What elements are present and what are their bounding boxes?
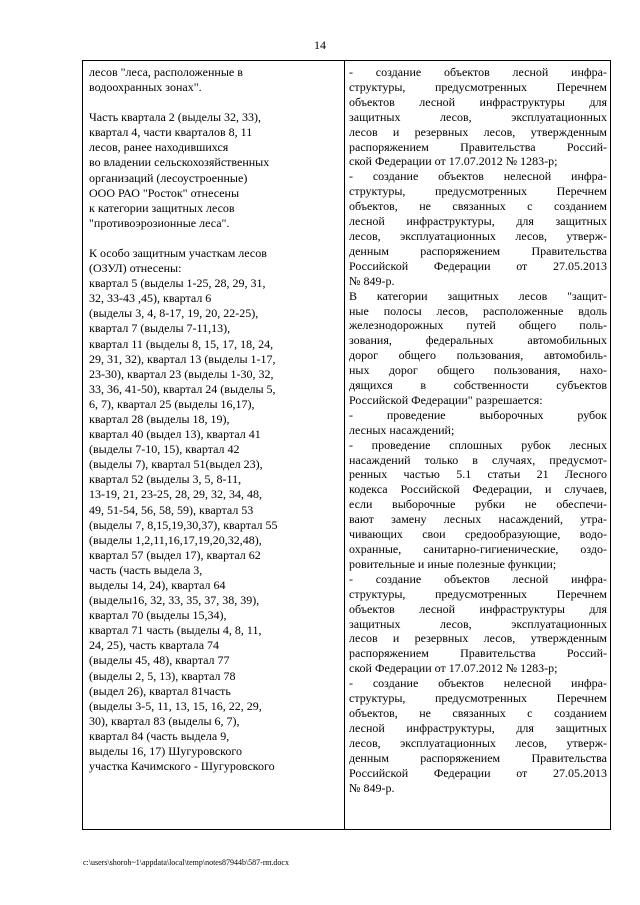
text-line: - проведение сплошных рубок лесных: [349, 437, 607, 452]
text-line: квартал 4, части кварталов 8, 11: [89, 125, 253, 140]
text-line: 33, 36, 41-50), квартал 24 (выделы 5,: [89, 381, 276, 396]
text-line: объектов, не связанных с созданием: [349, 199, 607, 214]
text-line: чивающих свои средообразующие, водо-: [349, 527, 607, 542]
paragraph-gap: [89, 95, 342, 110]
text-line: водоохранных зонах".: [89, 80, 202, 95]
text-line: 49, 51-54, 56, 58, 59), квартал 53: [89, 502, 254, 517]
text-line: (выделы 1,2,11,16,17,19,20,32,48),: [89, 532, 262, 547]
text-line: К особо защитным участкам лесов: [89, 245, 267, 260]
text-line: защитных лесов, эксплуатационных: [349, 616, 607, 631]
left-column: [83, 61, 345, 829]
text-line: структуры, предусмотренных Перечнем: [349, 691, 607, 706]
text-line: ской Федерации от 17.07.2012 № 1283-р;: [349, 154, 558, 169]
text-line: ных дорог общего пользования, нахо-: [349, 363, 607, 378]
text-line: "противоэрозионные леса".: [89, 215, 230, 230]
text-line: лесов и резервных лесов, утвержденным: [349, 124, 607, 139]
text-line: 30), квартал 83 (выделы 6, 7),: [89, 713, 240, 728]
text-line: выделы 16, 17) Шугуровского: [89, 744, 242, 759]
text-line: - проведение выборочных рубок: [349, 407, 607, 422]
text-line: структуры, предусмотренных Перечнем: [349, 184, 607, 199]
text-line: Российской Федерации от 27.05.2013: [349, 765, 607, 780]
text-line: участка Качимского - Шугуровского: [89, 759, 275, 774]
text-line: квартал 11 (выделы 8, 15, 17, 18, 24,: [89, 336, 274, 351]
text-line: если выборочные рубки не обеспечи-: [349, 497, 607, 512]
text-line: 29, 31, 32), квартал 13 (выделы 1-17,: [89, 351, 276, 366]
text-line: квартал 70 (выделы 15,34),: [89, 608, 227, 623]
text-line: распоряжением Правительства Россий-: [349, 139, 607, 154]
text-line: квартал 84 (часть выдела 9,: [89, 728, 230, 743]
text-line: (выдел 26), квартал 81часть: [89, 683, 231, 698]
text-line: Часть квартала 2 (выделы 32, 33),: [89, 110, 262, 125]
text-line: во владении сельскохозяйственных: [89, 155, 270, 170]
text-line: - создание объектов лесной инфра-: [349, 571, 607, 586]
text-line: объектов, не связанных с созданием: [349, 705, 607, 720]
text-line: - создание объектов нелесной инфра-: [349, 676, 607, 691]
text-line: денным распоряжением Правительства: [349, 750, 607, 765]
text-line: (выделы 7), квартал 51(выдел 23),: [89, 457, 263, 472]
text-line: 6, 7), квартал 25 (выделы 16,17),: [89, 396, 255, 411]
text-line: - создание объектов нелесной инфра-: [349, 169, 607, 184]
text-line: 24, 25), часть квартала 74: [89, 638, 220, 653]
text-line: железнодорожных путей общего поль-: [349, 318, 607, 333]
text-line: насаждений только в случаях, предусмот-: [349, 452, 607, 467]
text-line: распоряжением Правительства Россий-: [349, 646, 607, 661]
text-line: выделы 14, 24), квартал 64: [89, 578, 226, 592]
page-number: 14: [314, 38, 326, 52]
text-line: квартал 28 (выделы 18, 19),: [89, 411, 230, 426]
text-line: кодекса Российской Федерации, и случаев,: [349, 482, 607, 497]
text-line: Российской Федерации" разрешается:: [349, 392, 543, 407]
text-line: структуры, предусмотренных Перечнем: [349, 79, 607, 94]
text-line: зования, федеральных автомобильных: [349, 333, 607, 348]
text-line: дящихся в собственности субъектов: [349, 378, 607, 393]
text-line: лесов и резервных лесов, утвержденным: [349, 631, 607, 646]
text-line: лесов, эксплуатационных лесов, утверж-: [349, 228, 607, 243]
text-line: (ОЗУЛ) отнесены:: [89, 261, 182, 276]
text-line: 13-19, 21, 23-25, 28, 29, 32, 34, 48,: [89, 487, 262, 502]
text-line: квартал 5 (выделы 1-25, 28, 29, 31,: [89, 276, 266, 291]
text-line: 23-30), квартал 23 (выделы 1-30, 32,: [89, 366, 274, 381]
text-line: лесной инфраструктуры, для защитных: [349, 720, 607, 735]
text-line: квартал 7 (выделы 7-11,13),: [89, 321, 231, 336]
text-line: дорог общего пользования, автомобиль-: [349, 348, 607, 363]
text-line: ные полосы лесов, расположенные вдоль: [349, 303, 607, 318]
text-line: организаций (лесоустроенные): [89, 170, 248, 185]
text-line: № 849-р.: [349, 780, 395, 795]
text-line: (выделы 7-10, 15), квартал 42: [89, 442, 240, 457]
text-line: (выделы16, 32, 33, 35, 37, 38, 39),: [89, 593, 260, 608]
text-line: квартал 52 (выделы 3, 5, 8-11,: [89, 472, 242, 487]
text-line: Российской Федерации от 27.05.2013: [349, 258, 607, 273]
text-line: - создание объектов лесной инфра-: [349, 65, 607, 79]
right-column: [345, 61, 610, 829]
text-line: ренных частью 5.1 статьи 21 Лесного: [349, 467, 607, 482]
text-line: ской Федерации от 17.07.2012 № 1283-р;: [349, 661, 558, 676]
footer-file-path: c:\users\shoroh~1\appdata\local\temp\notes87944b\587-пп.docx: [83, 858, 289, 867]
text-line: В категории защитных лесов "защит-: [349, 288, 607, 303]
text-line: квартал 71 часть (выделы 4, 8, 11,: [89, 623, 262, 638]
text-line: денным распоряжением Правительства: [349, 243, 607, 258]
text-line: охранные, санитарно-гигиенические, оздо-: [349, 542, 607, 556]
text-line: (выделы 3, 4, 8-17, 19, 20, 22-25),: [89, 306, 259, 321]
text-line: лесов "леса, расположенные в: [89, 65, 243, 79]
text-line: лесных насаждений;: [349, 422, 455, 437]
text-line: лесов, эксплуатационных лесов, утверж-: [349, 735, 607, 750]
text-line: 32, 33-43 ,45), квартал 6: [89, 291, 212, 306]
text-line: (выделы 7, 8,15,19,30,37), квартал 55: [89, 517, 278, 532]
text-line: ровительные и иные полезные функции;: [349, 556, 557, 571]
text-line: (выделы 45, 48), квартал 77: [89, 653, 230, 668]
text-line: квартал 57 (выдел 17), квартал 62: [89, 547, 261, 562]
document-table: [82, 60, 611, 830]
text-line: (выделы 3-5, 11, 13, 15, 16, 22, 29,: [89, 698, 262, 713]
text-line: объектов лесной инфраструктуры для: [349, 601, 607, 616]
text-line: № 849-р.: [349, 273, 395, 288]
text-line: вают замену лесных насаждений, утра-: [349, 512, 607, 527]
text-line: квартал 40 (выдел 13), квартал 41: [89, 427, 261, 442]
text-line: защитных лесов, эксплуатационных: [349, 109, 607, 124]
text-line: часть (часть выдела 3,: [89, 562, 203, 577]
text-line: объектов лесной инфраструктуры для: [349, 94, 607, 109]
text-line: (выделы 2, 5, 13), квартал 78: [89, 668, 236, 683]
paragraph-gap: [89, 231, 342, 246]
text-line: лесов, ранее находившихся: [89, 140, 229, 155]
text-line: лесной инфраструктуры, для защитных: [349, 214, 607, 229]
text-line: структуры, предусмотренных Перечнем: [349, 586, 607, 601]
text-line: к категории защитных лесов: [89, 200, 235, 215]
text-line: ООО РАО "Росток" отнесены: [89, 185, 239, 200]
